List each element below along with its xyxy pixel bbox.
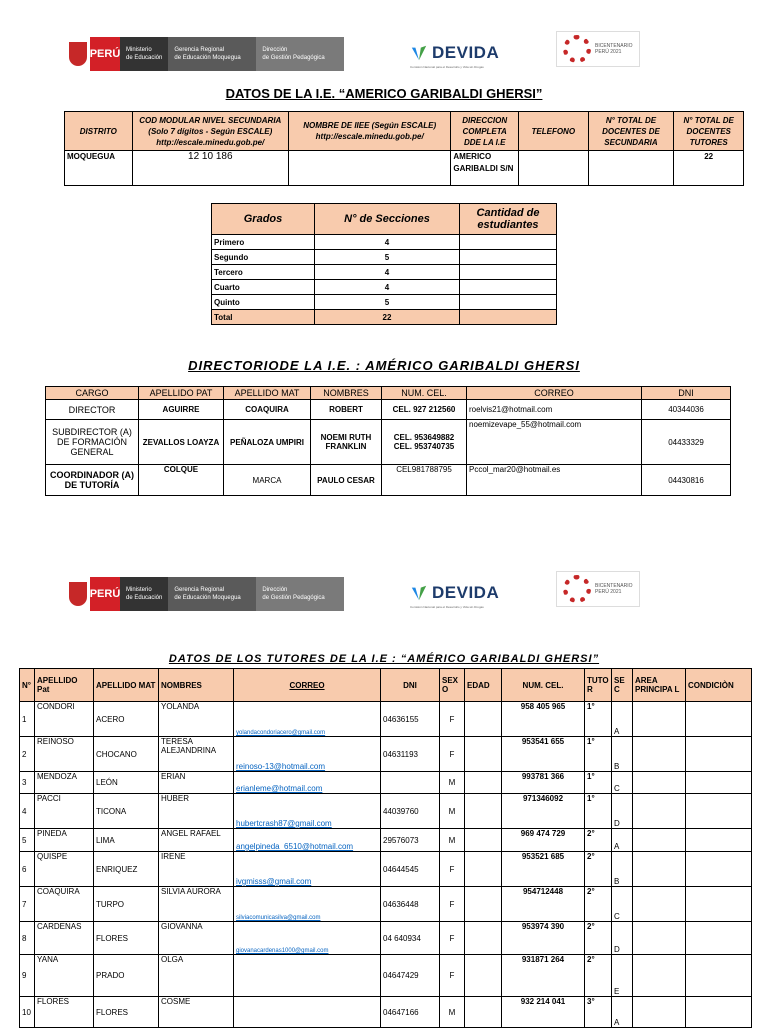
- cell-seccion: D: [612, 794, 633, 829]
- cell-area: [633, 772, 686, 794]
- cell-num-cel: CEL981788795: [382, 465, 467, 496]
- cell-nombres: ANGEL RAFAEL: [159, 829, 234, 852]
- cell-apellido-pat: YANA: [35, 955, 94, 997]
- cell-tutor: 2°: [585, 852, 612, 887]
- cell-num: 3: [20, 772, 35, 794]
- cell-nombres: NOEMI RUTH FRANKLIN: [311, 420, 382, 465]
- cell-area: [633, 955, 686, 997]
- devida-logo: DEVIDA Comisión Nacional para el Desarrollo y Vida sin Drogas: [410, 583, 500, 609]
- peru-label: PERÚ: [90, 577, 120, 611]
- cell-condicion: [686, 737, 752, 772]
- cell-tutor: 3°: [585, 997, 612, 1028]
- cell-seccion: B: [612, 737, 633, 772]
- cell-apellido-mat: COAQUIRA: [224, 400, 311, 420]
- cell-tutor: 1°: [585, 737, 612, 772]
- cell-correo[interactable]: ivgmisss@gmail.com: [234, 852, 381, 887]
- cell-correo[interactable]: erianleme@hotmail.com: [234, 772, 381, 794]
- cell-correo: noemizevape_55@hotmail.com: [467, 420, 642, 465]
- cell-seccion: B: [612, 852, 633, 887]
- directorio-row: [46, 465, 731, 496]
- cell-tutor: 2°: [585, 922, 612, 955]
- col-distrito: DISTRITO: [65, 112, 133, 151]
- cell-cargo: DIRECTOR: [46, 400, 139, 420]
- cell-tutor: 1°: [585, 794, 612, 829]
- cell-edad: [465, 997, 502, 1028]
- cell-sexo: F: [440, 702, 465, 737]
- cell-edad: [465, 794, 502, 829]
- cell-edad: [465, 702, 502, 737]
- col-condicion: CONDICIÒN: [686, 669, 752, 702]
- section1-title: DATOS DE LA I.E. “AMERICO GARIBALDI GHERSI”: [225, 86, 543, 101]
- directorio-row: [46, 400, 731, 420]
- tutores-table: [19, 668, 752, 1028]
- cell-num-cel: 953974 390: [502, 922, 585, 955]
- col-edad: EDAD: [465, 669, 502, 702]
- cell-apellido-pat: ZEVALLOS LOAYZA: [139, 420, 224, 465]
- cell-sexo: F: [440, 852, 465, 887]
- col-num: N°: [20, 669, 35, 702]
- cell-num-cel: CEL. 953649882 CEL. 953740735: [382, 420, 467, 465]
- cell-nombres: COSME: [159, 997, 234, 1028]
- cell-correo[interactable]: angelpineda_6510@hotmail.com: [234, 829, 381, 852]
- grado-total-estudiantes: [460, 310, 557, 325]
- cell-condicion: [686, 922, 752, 955]
- cell-apellido-pat: PACCI: [35, 794, 94, 829]
- cell-dni: 04644545: [381, 852, 440, 887]
- ie-data-table: [64, 111, 744, 186]
- cell-apellido-pat: CONDORI: [35, 702, 94, 737]
- col-apellido-pat: APELLIDO PAT: [139, 387, 224, 400]
- col-apellido-pat: APELLIDO Pat: [35, 669, 94, 702]
- cell-condicion: [686, 772, 752, 794]
- cell-dni: 04 640934: [381, 922, 440, 955]
- tutores-title: DATOS DE LOS TUTORES DE LA I.E : “AMÉRICO GARIBALDI GHERSI”: [168, 653, 600, 665]
- cell-num-cel: CEL. 927 212560: [382, 400, 467, 420]
- direccion-label: Dirección de Gestión Pedagógica: [256, 577, 344, 611]
- cell-nombre: [288, 151, 450, 186]
- cell-num: 2: [20, 737, 35, 772]
- cell-nombres: YOLANDA: [159, 702, 234, 737]
- tutor-row: [20, 772, 752, 794]
- cell-dni: 44039760: [381, 794, 440, 829]
- cell-area: [633, 887, 686, 922]
- directorio-header-row: [46, 387, 731, 400]
- cell-edad: [465, 829, 502, 852]
- cell-correo[interactable]: [234, 997, 381, 1028]
- ie-data-row: [65, 151, 744, 186]
- col-dni: DNI: [381, 669, 440, 702]
- cell-tutor: 2°: [585, 829, 612, 852]
- col-secciones: N° de Secciones: [315, 204, 460, 235]
- cell-dni: 04631193: [381, 737, 440, 772]
- cell-num: 5: [20, 829, 35, 852]
- cell-sexo: F: [440, 737, 465, 772]
- cell-num-cel: 932 214 041: [502, 997, 585, 1028]
- cell-correo[interactable]: silviacomunicasilva@gmail.com: [234, 887, 381, 922]
- cell-nombres: OLGA: [159, 955, 234, 997]
- cell-dni: 04636448: [381, 887, 440, 922]
- cell-apellido-mat: MARCA: [224, 465, 311, 496]
- grado-name: Tercero: [212, 265, 315, 280]
- grado-estudiantes: [460, 235, 557, 250]
- cell-apellido-mat: PRADO: [94, 955, 159, 997]
- grados-table: [211, 203, 557, 325]
- cell-distrito: MOQUEGUA: [65, 151, 133, 186]
- cell-apellido-mat: ENRIQUEZ: [94, 852, 159, 887]
- col-correo: CORREO: [234, 669, 381, 702]
- ie-header-row: [65, 112, 744, 151]
- cell-area: [633, 794, 686, 829]
- grados-row: [212, 265, 557, 280]
- col-apellido-mat: APELLIDO MAT: [94, 669, 159, 702]
- cell-area: [633, 997, 686, 1028]
- cell-condicion: [686, 997, 752, 1028]
- col-estudiantes: Cantidad de estudiantes: [460, 204, 557, 235]
- tutores-body: [20, 702, 752, 1028]
- tutor-row: [20, 887, 752, 922]
- grado-secciones: 4: [315, 280, 460, 295]
- col-nombres: NOMBRES: [159, 669, 234, 702]
- grado-estudiantes: [460, 250, 557, 265]
- cell-nombres: ROBERT: [311, 400, 382, 420]
- cell-total-docentes: [588, 151, 674, 186]
- cell-num-cel: 958 405 965: [502, 702, 585, 737]
- col-grados: Grados: [212, 204, 315, 235]
- cell-area: [633, 702, 686, 737]
- cell-apellido-pat: MENDOZA: [35, 772, 94, 794]
- cell-apellido-pat: FLORES: [35, 997, 94, 1028]
- col-correo: CORREO: [467, 387, 642, 400]
- col-num-cel: NUM. CEL.: [502, 669, 585, 702]
- grado-name: Cuarto: [212, 280, 315, 295]
- tutor-row: [20, 702, 752, 737]
- cell-sexo: F: [440, 955, 465, 997]
- grado-estudiantes: [460, 295, 557, 310]
- cell-num: 9: [20, 955, 35, 997]
- cell-sexo: F: [440, 922, 465, 955]
- cell-total-tutores: 22: [674, 151, 744, 186]
- cell-dni: 40344036: [642, 400, 731, 420]
- cell-correo[interactable]: [234, 955, 381, 997]
- grados-row: [212, 295, 557, 310]
- col-seccion: SE C: [612, 669, 633, 702]
- cell-correo[interactable]: yolandacondoriacero@gmail.com: [234, 702, 381, 737]
- cell-dni: 04430816: [642, 465, 731, 496]
- cell-apellido-pat: AGUIRRE: [139, 400, 224, 420]
- tutor-row: [20, 955, 752, 997]
- tutor-row: [20, 737, 752, 772]
- cell-apellido-pat: QUISPE: [35, 852, 94, 887]
- cell-condicion: [686, 702, 752, 737]
- peru-shield-icon: [66, 577, 90, 611]
- cell-seccion: A: [612, 829, 633, 852]
- cell-nombres: ERIAN: [159, 772, 234, 794]
- col-telefono: TELEFONO: [518, 112, 588, 151]
- cell-area: [633, 737, 686, 772]
- cell-tutor: 1°: [585, 702, 612, 737]
- tutor-row: [20, 829, 752, 852]
- cell-apellido-mat: LEÓN: [94, 772, 159, 794]
- cell-nombres: IRENE: [159, 852, 234, 887]
- cell-nombres: SILVIA AURORA: [159, 887, 234, 922]
- cell-num: 4: [20, 794, 35, 829]
- grados-row: [212, 280, 557, 295]
- cell-edad: [465, 955, 502, 997]
- tutor-row: [20, 997, 752, 1028]
- cell-condicion: [686, 955, 752, 997]
- cell-tutor: 2°: [585, 955, 612, 997]
- col-sexo: SEX O: [440, 669, 465, 702]
- cell-num-cel: 953521 685: [502, 852, 585, 887]
- cell-tutor: 1°: [585, 772, 612, 794]
- col-num-cel: NUM. CEL.: [382, 387, 467, 400]
- cell-dni: 04647166: [381, 997, 440, 1028]
- cell-apellido-mat: TURPO: [94, 887, 159, 922]
- cell-num: 6: [20, 852, 35, 887]
- cell-apellido-pat: REINOSO: [35, 737, 94, 772]
- cell-tutor: 2°: [585, 887, 612, 922]
- cell-sexo: M: [440, 772, 465, 794]
- cell-seccion: C: [612, 887, 633, 922]
- cell-num: 8: [20, 922, 35, 955]
- grado-estudiantes: [460, 280, 557, 295]
- cell-telefono: [518, 151, 588, 186]
- cell-correo: Pccol_mar20@hotmail.es: [467, 465, 642, 496]
- bicentenario-logo: BICENTENARIO PERÚ 2021: [556, 31, 640, 67]
- minedu-logo: [66, 577, 344, 611]
- col-tutor: TUTO R: [585, 669, 612, 702]
- cell-correo[interactable]: hubertcrash87@gmail.com: [234, 794, 381, 829]
- grado-name: Quinto: [212, 295, 315, 310]
- grado-secciones: 5: [315, 295, 460, 310]
- tutor-row: [20, 922, 752, 955]
- cell-num-cel: 953541 655: [502, 737, 585, 772]
- col-nombres: NOMBRES: [311, 387, 382, 400]
- grados-row: [212, 250, 557, 265]
- cell-condicion: [686, 794, 752, 829]
- cell-condicion: [686, 887, 752, 922]
- cell-edad: [465, 737, 502, 772]
- grado-total-secciones: 22: [315, 310, 460, 325]
- cell-num-cel: 993781 366: [502, 772, 585, 794]
- col-cargo: CARGO: [46, 387, 139, 400]
- cell-num-cel: 969 474 729: [502, 829, 585, 852]
- cell-sexo: F: [440, 887, 465, 922]
- cell-edad: [465, 922, 502, 955]
- bicentenario-ring-icon: [563, 35, 591, 63]
- col-cod-modular: COD MODULAR NIVEL SECUNDARIA (Solo 7 dígitos - Según ESCALE) http://escale.minedu.gob.pe/: [132, 112, 288, 151]
- col-nombre: NOMBRE DE IIEE (Según ESCALE) http://escale.minedu.gob.pe/: [288, 112, 450, 151]
- cell-area: [633, 829, 686, 852]
- cell-dni: [381, 772, 440, 794]
- cell-apellido-mat: FLORES: [94, 922, 159, 955]
- cell-nombres: TERESA ALEJANDRINA: [159, 737, 234, 772]
- col-area: AREA PRINCIPA L: [633, 669, 686, 702]
- cell-nombres: PAULO CESAR: [311, 465, 382, 496]
- cell-apellido-pat: COLQUE: [139, 465, 224, 496]
- cell-apellido-mat: LIMA: [94, 829, 159, 852]
- grado-name: Segundo: [212, 250, 315, 265]
- cell-apellido-mat: FLORES: [94, 997, 159, 1028]
- tutor-row: [20, 852, 752, 887]
- bicentenario-ring-icon: [563, 575, 591, 603]
- cell-seccion: A: [612, 702, 633, 737]
- cell-apellido-mat: PEÑALOZA UMPIRI: [224, 420, 311, 465]
- direccion-label: Dirección de Gestión Pedagógica: [256, 37, 344, 71]
- bicentenario-logo: BICENTENARIO PERÚ 2021: [556, 571, 640, 607]
- cell-apellido-mat: ACERO: [94, 702, 159, 737]
- cell-seccion: A: [612, 997, 633, 1028]
- cell-area: [633, 922, 686, 955]
- directorio-row: [46, 420, 731, 465]
- cell-nombres: GIOVANNA: [159, 922, 234, 955]
- minedu-logo: [66, 37, 344, 71]
- peru-label: PERÚ: [90, 37, 120, 71]
- cell-sexo: M: [440, 829, 465, 852]
- directorio-table: [45, 386, 731, 496]
- gerencia-label: Gerencia Regional de Educación Moquegua: [168, 577, 256, 611]
- cell-edad: [465, 772, 502, 794]
- cell-apellido-pat: PINEDA: [35, 829, 94, 852]
- col-direccion: DIRECCION COMPLETA DDE LA I.E: [451, 112, 519, 151]
- cell-apellido-mat: CHOCANO: [94, 737, 159, 772]
- cell-num: 10: [20, 997, 35, 1028]
- gerencia-label: Gerencia Regional de Educación Moquegua: [168, 37, 256, 71]
- cell-dni: 04433329: [642, 420, 731, 465]
- cell-seccion: D: [612, 922, 633, 955]
- devida-leaf-icon: [410, 44, 428, 62]
- cell-direccion: AMERICO GARIBALDI S/N: [451, 151, 519, 186]
- cell-num: 1: [20, 702, 35, 737]
- grado-total-label: Total: [212, 310, 315, 325]
- grado-name: Primero: [212, 235, 315, 250]
- cell-sexo: M: [440, 997, 465, 1028]
- cell-condicion: [686, 852, 752, 887]
- cell-seccion: E: [612, 955, 633, 997]
- grado-secciones: 4: [315, 265, 460, 280]
- cell-dni: 04647429: [381, 955, 440, 997]
- grados-header-row: [212, 204, 557, 235]
- logo-bar-bottom: [66, 577, 646, 613]
- cell-seccion: C: [612, 772, 633, 794]
- cell-num: 7: [20, 887, 35, 922]
- tutor-row: [20, 794, 752, 829]
- peru-shield-icon: [66, 37, 90, 71]
- ministerio-label: Ministerio de Educación: [120, 37, 168, 71]
- col-apellido-mat: APELLIDO MAT: [224, 387, 311, 400]
- cell-apellido-pat: CARDENAS: [35, 922, 94, 955]
- col-total-docentes: N° TOTAL DE DOCENTES DE SECUNDARIA: [588, 112, 674, 151]
- cell-correo[interactable]: giovanacardenas1000@gmail.com: [234, 922, 381, 955]
- col-dni: DNI: [642, 387, 731, 400]
- grado-secciones: 4: [315, 235, 460, 250]
- cell-apellido-mat: TICONA: [94, 794, 159, 829]
- cell-sexo: M: [440, 794, 465, 829]
- cell-edad: [465, 887, 502, 922]
- cell-num-cel: 931871 264: [502, 955, 585, 997]
- cell-dni: 29576073: [381, 829, 440, 852]
- cell-cod-modular: 12 10 186: [132, 151, 288, 186]
- tutores-header-row: [20, 669, 752, 702]
- cell-correo[interactable]: reinoso-13@hotmail.com: [234, 737, 381, 772]
- cell-area: [633, 852, 686, 887]
- directorio-title: DIRECTORIODE LA I.E. : AMÉRICO GARIBALDI GHERSI: [188, 358, 580, 373]
- cell-condicion: [686, 829, 752, 852]
- cell-edad: [465, 852, 502, 887]
- grado-estudiantes: [460, 265, 557, 280]
- cell-num-cel: 971346092: [502, 794, 585, 829]
- grado-secciones: 5: [315, 250, 460, 265]
- cell-nombres: HUBER: [159, 794, 234, 829]
- cell-cargo: COORDINADOR (A) DE TUTORÍA: [46, 465, 139, 496]
- logo-bar-top: [66, 37, 646, 73]
- grados-row: [212, 235, 557, 250]
- devida-logo: DEVIDA Comisión Nacional para el Desarrollo y Vida sin Drogas: [410, 43, 500, 69]
- ministerio-label: Ministerio de Educación: [120, 577, 168, 611]
- col-total-tutores: N° TOTAL DE DOCENTES TUTORES: [674, 112, 744, 151]
- grados-total-row: [212, 310, 557, 325]
- cell-apellido-pat: COAQUIRA: [35, 887, 94, 922]
- devida-leaf-icon: [410, 584, 428, 602]
- cell-cargo: SUBDIRECTOR (A) DE FORMACIÓN GENERAL: [46, 420, 139, 465]
- cell-num-cel: 954712448: [502, 887, 585, 922]
- cell-dni: 04636155: [381, 702, 440, 737]
- cell-correo: roelvis21@hotmail.com: [467, 400, 642, 420]
